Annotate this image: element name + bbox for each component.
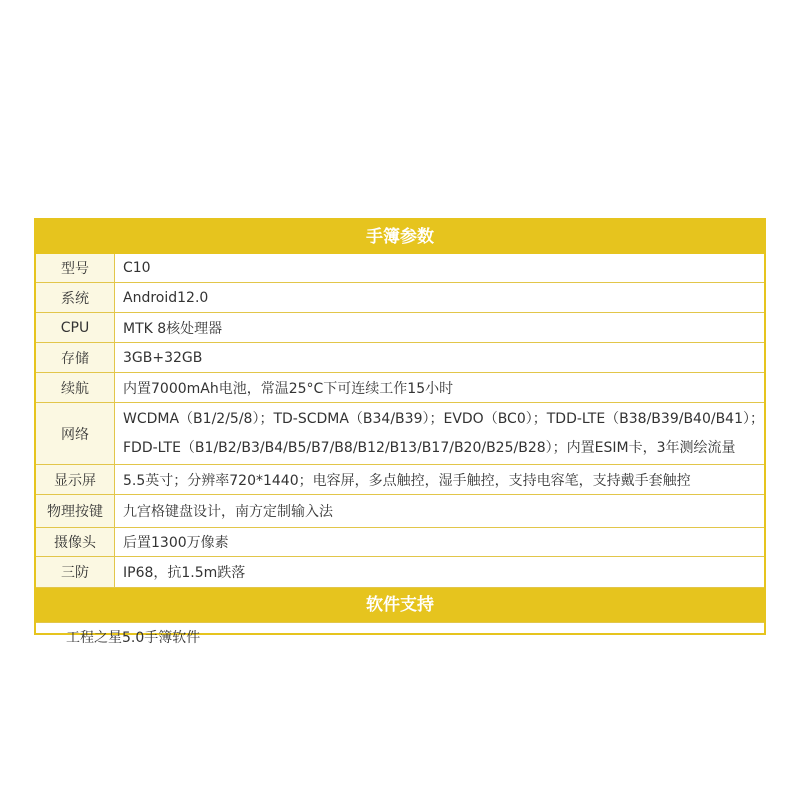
spec-row-network xyxy=(36,403,764,465)
section-header-handheld-params: 手簿参数 xyxy=(36,220,764,254)
network-line-2: FDD-LTE（B1/B2/B3/B4/B5/B7/B8/B12/B13/B17/B20/B25/B28）；内置ESIM卡，3年测绘流量 xyxy=(123,440,736,456)
spec-row-system xyxy=(36,283,764,313)
spec-row-model xyxy=(36,254,764,283)
spec-label: 网络 xyxy=(36,403,115,464)
spec-label: 显示屏 xyxy=(36,465,115,494)
spec-row-camera xyxy=(36,528,764,557)
spec-label: 摄像头 xyxy=(36,528,115,556)
spec-row-cpu xyxy=(36,313,764,343)
spec-value-network xyxy=(115,403,764,464)
spec-row-protection xyxy=(36,557,764,587)
network-line-1: WCDMA（B1/2/5/8）；TD-SCDMA（B34/B39）；EVDO（BC0）；TDD-LTE（B38/B39/B40/B41）； xyxy=(123,411,764,427)
spec-value: 内置7000mAh电池，常温25°C下可连续工作15小时 xyxy=(123,380,454,397)
spec-value: 后置1300万像素 xyxy=(123,535,229,551)
spec-row-keys xyxy=(36,495,764,528)
software-item: 工程之星5.0手簿软件 xyxy=(66,630,201,646)
spec-label: CPU xyxy=(36,313,115,342)
spec-value: C10 xyxy=(123,260,151,276)
spec-label: 存储 xyxy=(36,343,115,372)
spec-value: 5.5英寸；分辨率720*1440；电容屏，多点触控，湿手触控，支持电容笔，支持戴手套触控 xyxy=(123,472,691,489)
spec-label: 续航 xyxy=(36,373,115,402)
spec-label: 系统 xyxy=(36,283,115,312)
section-header-software: 软件支持 xyxy=(36,587,764,623)
spec-row-display xyxy=(36,465,764,495)
spec-row-battery xyxy=(36,373,764,403)
spec-row-storage xyxy=(36,343,764,373)
spec-value: Android12.0 xyxy=(123,289,209,306)
spec-value: IP68，抗1.5m跌落 xyxy=(123,565,246,581)
spec-value: MTK 8核处理器 xyxy=(123,320,223,337)
spec-label: 物理按键 xyxy=(36,495,115,527)
spec-label: 型号 xyxy=(36,254,115,282)
spec-value: 3GB+32GB xyxy=(123,349,203,366)
spec-value: 九宫格键盘设计，南方定制输入法 xyxy=(123,504,333,520)
spec-label: 三防 xyxy=(36,557,115,587)
spec-table xyxy=(34,218,766,646)
